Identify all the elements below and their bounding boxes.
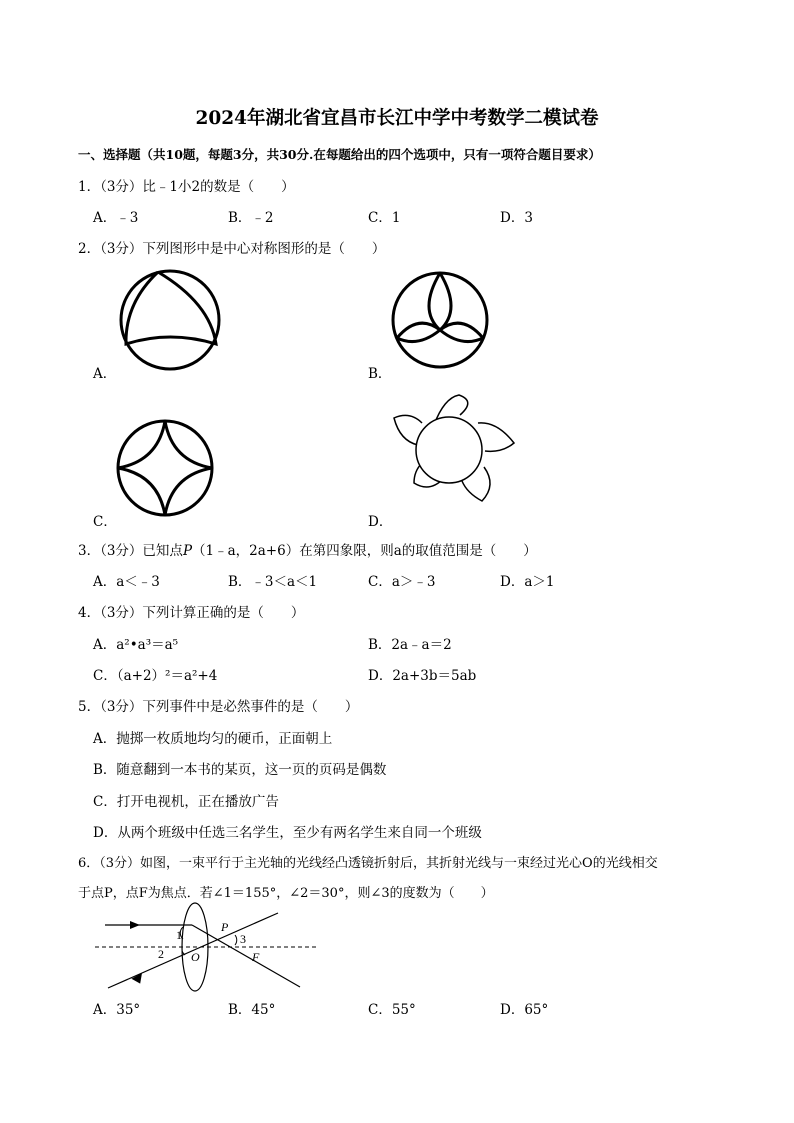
q1-option-c: C．1 bbox=[368, 210, 401, 226]
q2-option-b: B． bbox=[368, 366, 392, 382]
question-5: 5．（3分）下列事件中是必然事件的是（ ） bbox=[78, 699, 359, 715]
q3-option-c: C．a＞﹣3 bbox=[368, 574, 436, 590]
figure-a-reuleaux-circle bbox=[110, 268, 230, 378]
page-title: 2024年湖北省宜昌市长江中学中考数学二模试卷 bbox=[195, 108, 599, 129]
q2-option-a: A． bbox=[93, 366, 117, 382]
q3-text-post: （1﹣a，2a+6）在第四象限，则a的取值范围是（ ） bbox=[192, 543, 537, 559]
question-4: 4．（3分）下列计算正确的是（ ） bbox=[78, 605, 305, 621]
q4-option-c: C．（a+2）²＝a²+4 bbox=[93, 668, 218, 684]
question-3 bbox=[78, 539, 537, 559]
question-2: 2．（3分）下列图形中是中心对称图形的是（ ） bbox=[78, 241, 386, 257]
figure-c-astroid-circle bbox=[114, 417, 224, 527]
q5-option-a: A．抛掷一枚质地均匀的硬币，正面朝上 bbox=[93, 731, 333, 747]
q1-option-a: A．﹣3 bbox=[93, 210, 139, 226]
question-6-line-1: 6．（3分）如图，一束平行于主光轴的光线经凸透镜折射后，其折射光线与一束经过光心O的光线相交 bbox=[78, 856, 658, 871]
q3-option-b: B．﹣3＜a＜1 bbox=[228, 574, 318, 590]
q2-option-c: C． bbox=[93, 514, 117, 530]
angle-3-label: 3 bbox=[240, 932, 246, 946]
q6-option-c: C．55° bbox=[368, 1002, 416, 1018]
angle-2-label: 2 bbox=[158, 947, 164, 961]
q6-option-a: A．35° bbox=[93, 1002, 141, 1018]
question-1: 1．（3分）比﹣1小2的数是（ ） bbox=[78, 179, 295, 195]
q5-option-c: C．打开电视机，正在播放广告 bbox=[93, 794, 279, 810]
q5-option-d: D．从两个班级中任选三名学生，至少有两名学生来自同一个班级 bbox=[93, 825, 482, 841]
q5-option-b: B．随意翻到一本书的某页，这一页的页码是偶数 bbox=[93, 762, 387, 778]
q4-option-b: B．2a﹣a＝2 bbox=[368, 637, 452, 653]
q4-option-a: A．a²•a³＝a⁵ bbox=[93, 637, 179, 653]
section-header: 一、选择题（共10题，每题3分，共30分.在每题给出的四个选项中，只有一项符合题目要求） bbox=[78, 147, 601, 162]
q3-option-d: D．a＞1 bbox=[500, 574, 555, 590]
q2-option-d: D． bbox=[368, 514, 393, 530]
q6-option-d: D．65° bbox=[500, 1002, 549, 1018]
question-6-line-2: 于点P，点F为焦点．若∠1＝155°，∠2＝30°，则∠3的度数为（ ） bbox=[78, 886, 494, 901]
lens-diagram bbox=[90, 905, 330, 995]
q6-option-b: B．45° bbox=[228, 1002, 276, 1018]
q3-point-var: P bbox=[182, 543, 193, 559]
point-f-label: F bbox=[252, 950, 260, 964]
q3-text-pre: 3．（3分）已知点 bbox=[78, 543, 183, 559]
point-o-label: O bbox=[191, 950, 200, 964]
q4-option-d: D．2a+3b＝5ab bbox=[368, 668, 477, 684]
figure-b-trefoil-circle bbox=[388, 268, 508, 378]
figure-d-flower bbox=[392, 393, 522, 523]
angle-1-label: 1 bbox=[176, 928, 182, 942]
q1-option-d: D．3 bbox=[500, 210, 533, 226]
q1-option-b: B．﹣2 bbox=[228, 210, 274, 226]
q3-option-a: A．a＜﹣3 bbox=[93, 574, 160, 590]
point-p-label: P bbox=[221, 920, 229, 934]
